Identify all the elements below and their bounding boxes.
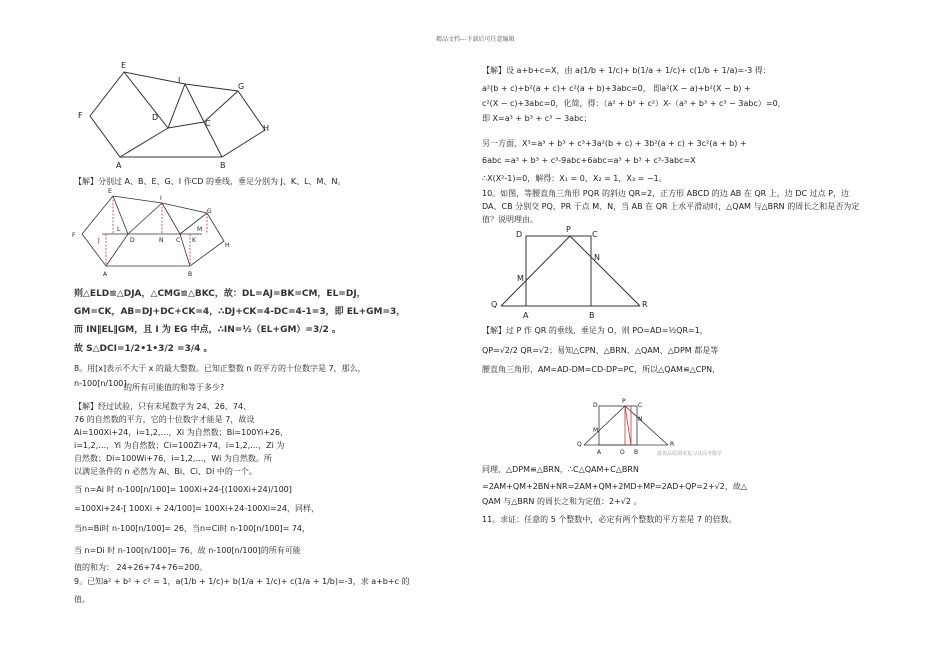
fig4-label-R: R <box>670 441 675 448</box>
question-11-text: 11。求证：任意的 5 个整数中，必定有两个整数的平方差是 7 的倍数。 <box>482 515 737 524</box>
figure-4-triangle-square-small <box>575 397 723 462</box>
solution-10-line-4: 同理，△DPM≌△BRN，∴C△QAM+C△BRN <box>482 465 639 474</box>
figure-1-hexagon <box>70 58 280 173</box>
fig4-label-D: D <box>593 402 598 409</box>
solution-8-line-8: =100Xi+24-[ 100Xi + 24/100]= 100Xi+24-100Xi=24，同样， <box>74 504 319 513</box>
question-8-line-2: 的所有可能值的和等于多少? <box>124 383 225 392</box>
fig2-label-D: D <box>130 237 135 244</box>
solution-9-line-1: 【解】设 a+b+c=X，由 a(1/b + 1/c)+ b(1/a + 1/c)+ c(1/b + 1/a)=-3 得： <box>482 66 771 75</box>
fig4-watermark: 最优品质期末复习及高考数学 <box>657 451 723 457</box>
fig2-label-K: K <box>192 237 196 244</box>
solution-1-line-3: 而 IN∥EL∥GM，且 I 为 EG 中点，∴IN=½（EL+GM）=3/2 。 <box>74 325 341 335</box>
solution-10-line-3: 腰直角三角形，AM=AD-DM=CD-DP=PC，所以△QAM≌△CPN， <box>482 365 721 374</box>
fig2-label-I: I <box>160 195 162 202</box>
solution-8-line-10: 当 n=Di 时 n-100[n/100]= 76，故 n-100[n/100]的所有可能 <box>74 546 301 555</box>
fig1-label-I: I <box>178 76 181 85</box>
fig4-label-O: O <box>620 449 625 456</box>
solution-8-line-5: 自然数；Di=100Wi+76，i=1,2,…，Wi 为自然数。所 <box>74 454 272 463</box>
fig4-label-M: M <box>593 427 599 434</box>
fig3-label-N: N <box>594 253 600 262</box>
fig2-label-C: C <box>176 237 181 244</box>
fig1-label-B: B <box>220 161 226 170</box>
question-8-line-1: 8。用[x]表示不大于 x 的最大整数。已知正整数 n 的平方的十位数字是 7，那么， <box>74 364 366 373</box>
solution-9-line-4: 即 X=a³ + b³ + c³ − 3abc； <box>482 114 592 123</box>
question-9-line-2: 值。 <box>74 595 90 604</box>
question-10-line-1: 10。如图，等腰直角三角形 PQR 的斜边 QR=2，正方形 ABCD 的边 AB 在 QR 上，边 DC 过点 P，边 <box>482 189 849 198</box>
solution-1-line-4: 故 S△DCI=1/2•1•3/2 =3/4 。 <box>74 344 213 354</box>
fig3-label-M: M <box>517 274 524 283</box>
fig2-label-A: A <box>103 271 108 278</box>
fig1-label-A: A <box>116 161 122 170</box>
solution-10-line-6: QAM 与△BRN 的周长之和为定值：2+√2 。 <box>482 497 642 506</box>
page-header: 精品文档---下载后可任意编辑 <box>436 36 515 43</box>
fig4-label-P: P <box>622 398 626 405</box>
fig4-label-Q: Q <box>577 441 582 448</box>
fig2-label-B: B <box>188 271 193 278</box>
fig2-label-J: J <box>98 237 100 244</box>
fig4-label-N: N <box>638 416 643 423</box>
fig3-label-P: P <box>566 225 571 234</box>
question-9-line-1: 9。已知a² + b² + c² = 1，a(1/b + 1/c)+ b(1/a + 1/c)+ c(1/a + 1/b)=-3，求 a+b+c 的 <box>74 577 410 586</box>
fig1-label-D: D <box>152 113 159 122</box>
fig1-label-F: F <box>78 111 83 120</box>
fig4-label-A: A <box>597 449 602 456</box>
solution-1-line-1: 则△ELD≌△DJA，△CMG≌△BKC，故：DL=AJ=BK=CM，EL=DJ， <box>74 289 366 299</box>
fig2-label-N: N <box>159 237 164 244</box>
solution-1-text: 【解】分别过 A、B、E、G、I 作CD 的垂线，垂足分别为 J、K、L、M、N。 <box>74 177 346 186</box>
fig3-label-Q: Q <box>491 300 498 309</box>
solution-8-line-2: 76 的自然数的平方，它的十位数字才能是 7，故设 <box>74 415 255 424</box>
fig2-label-H: H <box>225 242 230 249</box>
question-10-line-3: 值？说明理由。 <box>482 215 538 224</box>
figure-2-hexagon-perpendiculars <box>72 185 237 280</box>
fig1-label-C: C <box>205 119 211 128</box>
fig3-label-A: A <box>523 311 529 320</box>
question-10-line-2: DA、CB 分别交 PQ、PR 于点 M、N，当 AB 在 QR 上水平滑动时，△QAM 与△BRN 的周长之和是否为定 <box>482 202 860 211</box>
fig4-label-C: C <box>638 402 643 409</box>
solution-8-line-1: 【解】经过试验，只有末尾数字为 24、26、74、 <box>74 402 252 411</box>
solution-9-line-7: ∴X(X²-1)=0，解得：X₁ = 0，X₂ = 1，X₃ = −1。 <box>482 174 667 183</box>
solution-8-line-9: 当n=Bi时 n-100[n/100]= 26，当n=Ci时 n-100[n/100]= 74， <box>74 524 311 533</box>
fig2-label-F: F <box>72 232 76 239</box>
fig2-label-M: M <box>197 226 203 233</box>
solution-9-line-3: c²(X − c)+3abc=0，化简，得：（a² + b² + c²）X-（a³ + b³ + c³ − 3abc）=0， <box>482 99 786 108</box>
solution-8-line-3: Ai=100Xi+24，i=1,2,…，Xi 为自然数；Bi=100Yi+26， <box>74 428 289 437</box>
solution-10-line-2: QP=√2/2 QR=√2；易知△CPN、△BRN、△QAM、△DPM 都是等 <box>482 346 719 355</box>
solution-9-line-6: 6abc =a³ + b³ + c³-9abc+6abc=a³ + b³ + c³-3abc=X <box>482 156 696 165</box>
fig1-label-H: H <box>263 124 270 133</box>
question-8-expression: n-100[n/100] <box>74 379 127 388</box>
fig3-label-R: R <box>642 300 648 309</box>
solution-1-line-2: GM=CK，AB=DJ+DC+CK=4，∴DJ+CK=4-DC=4-1=3，即 EL+GM=3， <box>74 307 406 317</box>
solution-8-line-11: 值的和为： 24+26+74+76=200。 <box>74 563 208 572</box>
fig2-label-L: L <box>117 226 121 233</box>
fig3-label-C: C <box>592 230 598 239</box>
solution-8-line-7: 当 n=Ai 时 n-100[n/100]= 100Xi+24-[(100Xi+24)/100] <box>74 485 292 494</box>
solution-10-line-5: =2AM+QM+2BN+NR=2AM+QM+2MD+MP=2AD+QP=2+√2，故△ <box>482 482 748 491</box>
solution-8-line-6: 以满足条件的 n 必然为 Ai、Bi、Ci、Di 中的一个。 <box>74 467 257 476</box>
figure-3-triangle-square <box>488 222 658 322</box>
fig3-label-B: B <box>589 311 595 320</box>
solution-9-line-2: a²(b + c)+b²(a + c)+ c²(a + b)+3abc=0， 即a²(X − a)+b²(X − b) + <box>482 84 751 93</box>
fig3-label-D: D <box>516 230 523 239</box>
fig2-label-E: E <box>108 188 112 195</box>
solution-10-line-1: 【解】过 P 作 QR 的垂线，垂足为 O，则 PO=AD=½QR=1， <box>482 326 708 335</box>
fig1-label-G: G <box>238 82 245 91</box>
fig2-label-G: G <box>207 208 212 215</box>
solution-9-line-5: 另一方面，X³=a³ + b³ + c³+3a²(b + c) + 3b²(a + c) + 3c²(a + b) + <box>482 139 747 148</box>
fig4-label-B: B <box>634 449 639 456</box>
solution-8-line-4: i=1,2,…，Yi 为自然数；Ci=100Zi+74，i=1,2,…，Zi 为 <box>74 441 285 450</box>
fig1-label-E: E <box>121 61 127 70</box>
